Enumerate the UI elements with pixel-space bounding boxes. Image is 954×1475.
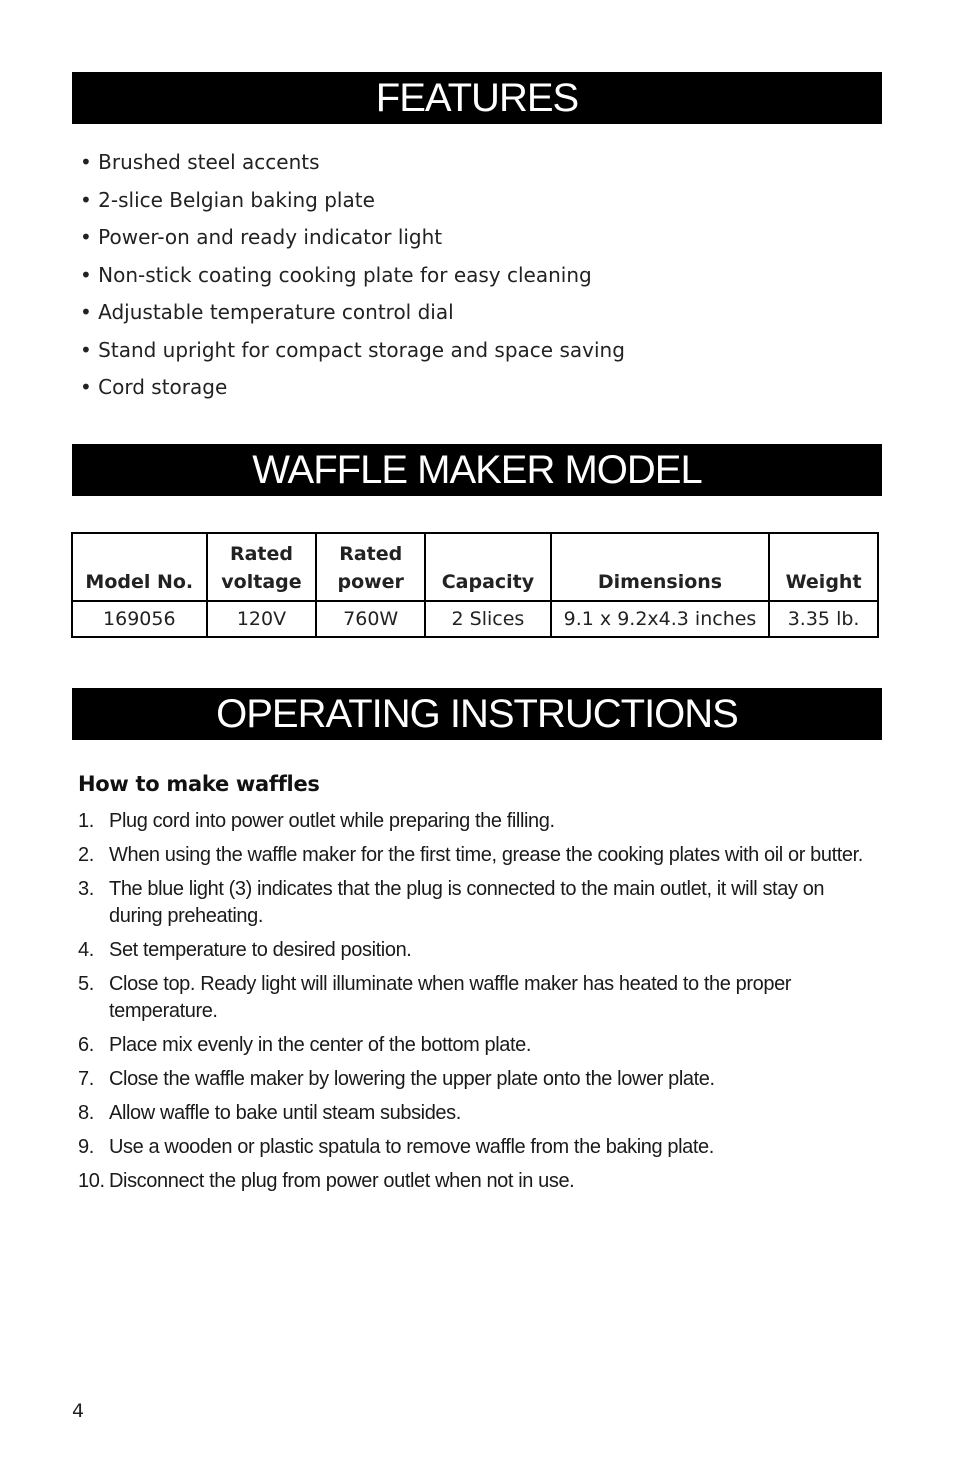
cell-weight: 3.35 lb. [769, 601, 878, 637]
instruction-steps [78, 808, 878, 1202]
step-number: 7. [78, 1068, 94, 1090]
header-capacity: Capacity [425, 533, 551, 601]
step-number: 9. [78, 1136, 94, 1158]
how-to-subheading: How to make waffles [78, 772, 320, 796]
operating-heading: OPERATING INSTRUCTIONS [72, 688, 882, 740]
list-item [78, 937, 878, 964]
list-item [78, 1134, 878, 1161]
step-text: Disconnect the plug from power outlet when not in use. [109, 1170, 575, 1192]
step-text: Plug cord into power outlet while preparing the filling. [109, 810, 555, 832]
features-list [80, 146, 625, 409]
step-number: 1. [78, 810, 94, 832]
list-item [78, 842, 878, 869]
step-text: Allow waffle to bake until steam subsides. [109, 1102, 461, 1124]
spec-table [71, 532, 879, 638]
list-item [78, 1168, 878, 1195]
header-rated-power: Rated power [316, 533, 425, 601]
feature-item: • Brushed steel accents [80, 150, 320, 174]
list-item [78, 808, 878, 835]
list-item [78, 1066, 878, 1093]
cell-rated-voltage: 120V [207, 601, 317, 637]
header-weight: Weight [769, 533, 878, 601]
step-number: 4. [78, 939, 94, 961]
cell-dimensions: 9.1 x 9.2x4.3 inches [551, 601, 769, 637]
header-rated-voltage: Rated voltage [207, 533, 317, 601]
header-dimensions: Dimensions [551, 533, 769, 601]
step-text: When using the waffle maker for the first time, grease the cooking plates with oil or butter. [109, 844, 863, 866]
feature-item: • Non-stick coating cooking plate for easy cleaning [80, 262, 592, 287]
feature-item: • Adjustable temperature control dial [80, 300, 454, 324]
list-item [78, 1100, 878, 1127]
step-number: 5. [78, 973, 94, 995]
step-text: Close the waffle maker by lowering the upper plate onto the lower plate. [109, 1068, 715, 1090]
feature-item: • Stand upright for compact storage and space saving [80, 337, 625, 362]
feature-item: • 2-slice Belgian baking plate [80, 187, 375, 212]
step-number: 2. [78, 844, 94, 866]
table-header-row [72, 533, 878, 601]
cell-model-no: 169056 [72, 601, 207, 637]
list-item [78, 876, 878, 930]
step-text: Place mix evenly in the center of the bottom plate. [109, 1034, 532, 1056]
step-number: 6. [78, 1034, 94, 1056]
features-heading: FEATURES [72, 72, 882, 124]
cell-rated-power: 760W [316, 601, 425, 637]
page-number: 4 [72, 1400, 85, 1422]
step-text: Use a wooden or plastic spatula to remove waffle from the baking plate. [109, 1136, 714, 1158]
cell-capacity: 2 Slices [425, 601, 551, 637]
step-text: Close top. Ready light will illuminate when waffle maker has heated to the proper temperature. [109, 973, 792, 1022]
step-text: Set temperature to desired position. [109, 939, 412, 961]
step-number: 8. [78, 1102, 94, 1124]
model-heading: WAFFLE MAKER MODEL [72, 444, 882, 496]
step-text: The blue light (3) indicates that the plug is connected to the main outlet, it will stay on during preheating. [109, 878, 825, 927]
list-item [78, 1032, 878, 1059]
step-number: 3. [78, 878, 94, 900]
header-model-no: Model No. [72, 533, 207, 601]
table-row [72, 601, 878, 637]
feature-item: • Power-on and ready indicator light [80, 225, 443, 249]
list-item [78, 971, 878, 1025]
feature-item: • Cord storage [80, 375, 228, 399]
step-number: 10. [78, 1170, 105, 1192]
